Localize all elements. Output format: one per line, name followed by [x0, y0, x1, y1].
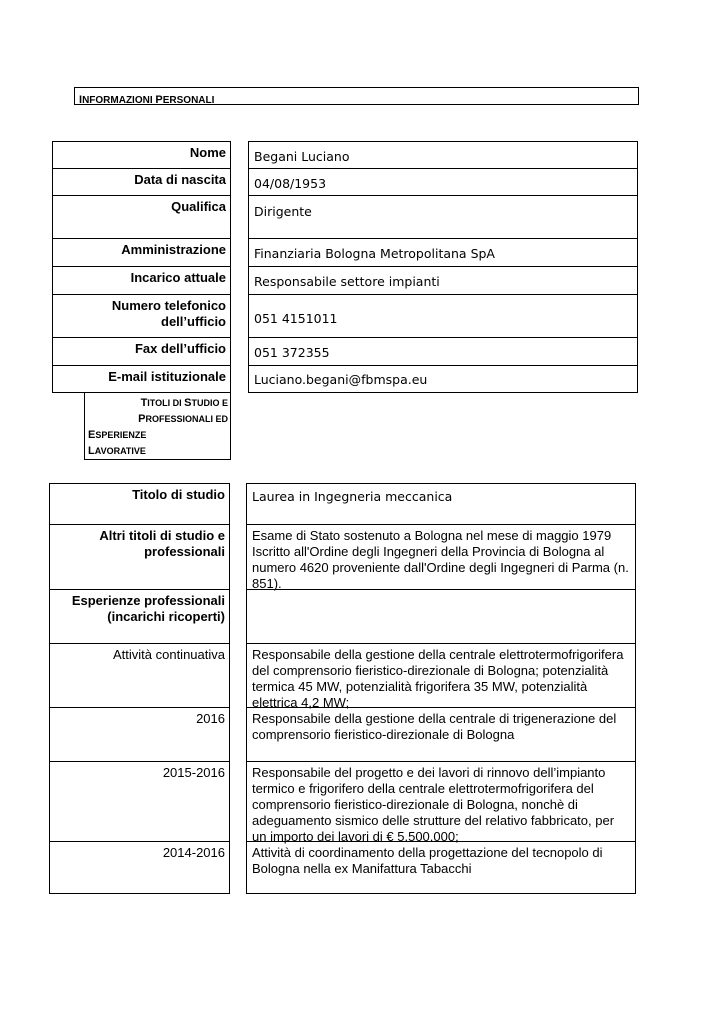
value-incarico-attuale: Responsabile settore impianti — [248, 266, 638, 295]
label-incarico-attuale: Incarico attuale — [52, 266, 231, 295]
value-esperienze-professionali — [246, 589, 636, 644]
label-data-nascita: Data di nascita — [52, 168, 231, 196]
value-attivita-continuativa: Responsabile della gestione della centrale elettrotermofrigorifera del comprensorio fieristico-direzionale di Bologna; potenzialità termica 45 MW, potenzialità frigorifera 35 MW, potenzialità elettrica 4,2 MW; — [246, 643, 636, 708]
label-2015-2016: 2015-2016 — [49, 761, 230, 842]
label-attivita-continuativa: Attività continuativa — [49, 643, 230, 708]
label-nome: Nome — [52, 141, 231, 169]
value-amministrazione: Finanziaria Bologna Metropolitana SpA — [248, 238, 638, 267]
label-amministrazione: Amministrazione — [52, 238, 231, 267]
label-titolo-studio: Titolo di studio — [49, 483, 230, 525]
value-qualifica: Dirigente — [248, 195, 638, 239]
value-email: Luciano.begani@fbmspa.eu — [248, 365, 638, 393]
value-titolo-studio: Laurea in Ingegneria meccanica — [246, 483, 636, 525]
value-2014-2016: Attività di coordinamento della progettazione del tecnopolo di Bologna nella ex Manifattura Tabacchi — [246, 841, 636, 894]
label-numero-telefonico: Numero telefonico dell’ufficio — [52, 294, 231, 338]
label-qualifica: Qualifica — [52, 195, 231, 239]
label-email: E-mail istituzionale — [52, 365, 231, 393]
label-altri-titoli: Altri titoli di studio e professionali — [49, 524, 230, 590]
value-2016: Responsabile della gestione della centrale di trigenerazione del comprensorio fieristico-direzionale di Bologna — [246, 707, 636, 762]
value-2015-2016: Responsabile del progetto e dei lavori di rinnovo dell’impianto termico e frigorifero della centrale elettrotermofrigorifera del comprensorio fieristico-direzionale di Bologna, nonchè di adeguamento sismico delle strutture del relativo fabbricato, per un importo dei lavori di € 5.500.000; — [246, 761, 636, 842]
value-data-nascita: 04/08/1953 — [248, 168, 638, 196]
label-2014-2016: 2014-2016 — [49, 841, 230, 894]
label-esperienze-professionali: Esperienze professionali (incarichi ricoperti) — [49, 589, 230, 644]
label-2016: 2016 — [49, 707, 230, 762]
value-fax: 051 372355 — [248, 337, 638, 366]
value-numero-telefonico: 051 4151011 — [248, 294, 638, 338]
value-altri-titoli: Esame di Stato sostenuto a Bologna nel mese di maggio 1979 Iscritto all'Ordine degli Ingegneri della Provincia di Bologna al numero 4620 proveniente dall'Ordine degli Ingegneri di Parma (n. 851). — [246, 524, 636, 590]
section-header-personal-info — [74, 87, 639, 105]
label-fax: Fax dell’ufficio — [52, 337, 231, 366]
section-header-titles — [84, 392, 231, 460]
section-heading-titles: TITOLI DI STUDIO E PROFESSIONALI ED ESPERIENZE LAVORATIVE — [88, 397, 228, 457]
value-nome: Begani Luciano — [248, 141, 638, 169]
section-title: INFORMAZIONI PERSONALI — [79, 94, 215, 106]
